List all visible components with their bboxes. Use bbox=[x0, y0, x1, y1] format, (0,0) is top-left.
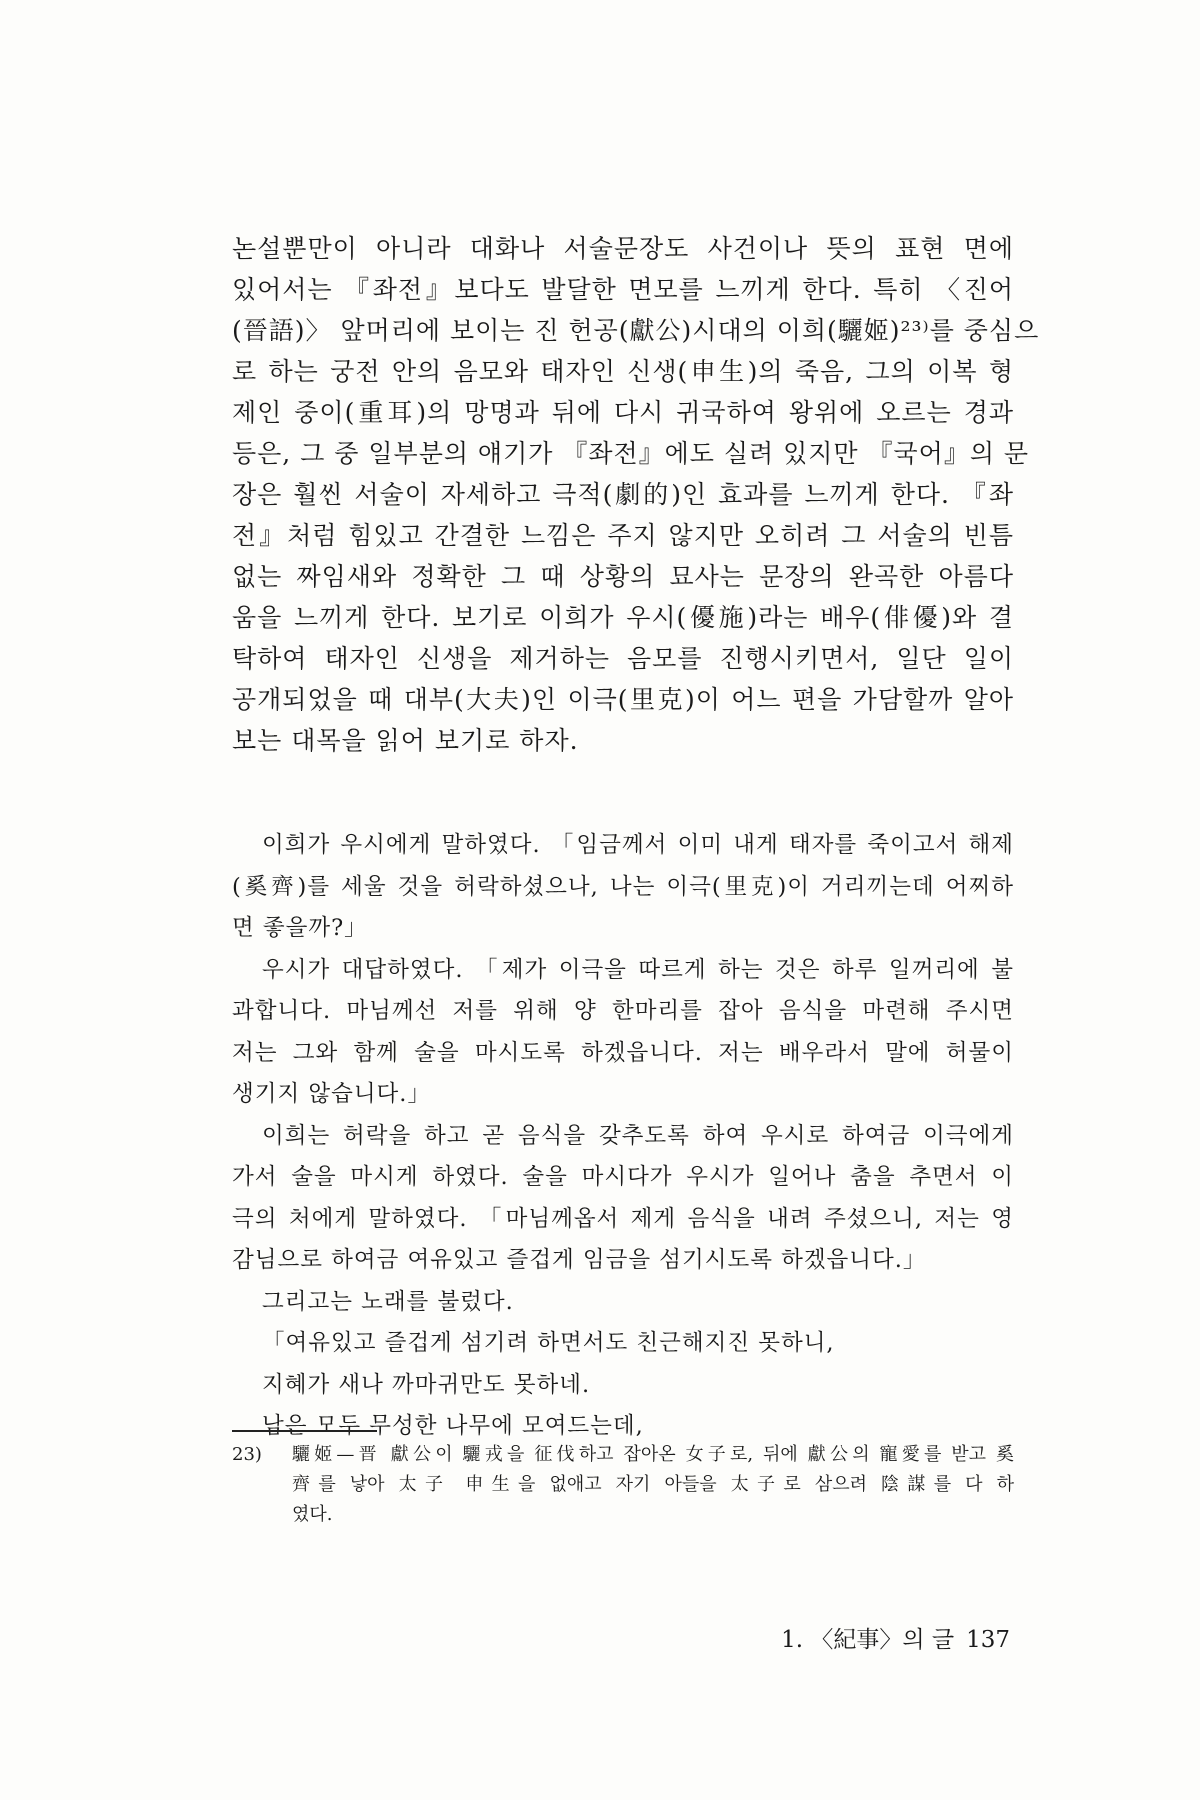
footnote-number: 23) bbox=[232, 1444, 262, 1465]
footnote-line: 였다. bbox=[292, 1504, 333, 1525]
quote-line: 남은 모두 무성한 나무에 모여드는데, bbox=[262, 1413, 644, 1439]
text-line: 장은 훨씬 서술이 자세하고 극적(劇的)인 효과를 느끼게 한다. 『좌 bbox=[232, 480, 1014, 509]
quote-line: 과합니다. 마님께선 저를 위해 양 한마리를 잡아 음식을 마련해 주시면 bbox=[232, 998, 1014, 1024]
text-line: 움을 느끼게 한다. 보기로 이희가 우시(優施)라는 배우(俳優)와 결 bbox=[232, 603, 1014, 632]
quote-line: 가서 술을 마시게 하였다. 술을 마시다가 우시가 일어나 춤을 추면서 이 bbox=[232, 1164, 1014, 1190]
quote-line: (奚齊)를 세울 것을 허락하셨으나, 나는 이극(里克)이 거리끼는데 어찌하 bbox=[232, 873, 1014, 900]
footnote-line: 齊를 낳아 太子 申生을 없애고 자기 아들을 太子로 삼으려 陰謀를 다 하 bbox=[292, 1474, 1014, 1495]
text-line: 등은, 그 중 일부분의 얘기가 『좌전』에도 실려 있지만 『국어』의 문 bbox=[232, 439, 1030, 468]
quote-line: 우시가 대답하였다. 「제가 이극을 따르게 하는 것은 하루 일꺼리에 불 bbox=[262, 956, 1014, 983]
text-line: 없는 짜임새와 정확한 그 때 상황의 묘사는 문장의 완곡한 아름다 bbox=[232, 562, 1014, 591]
quote-line: 이희가 우시에게 말하였다. 「임금께서 이미 내게 태자를 죽이고서 해제 bbox=[262, 832, 1014, 858]
section-title: 1. 〈紀事〉의 글 bbox=[781, 1627, 955, 1653]
quote-line: 지혜가 새나 까마귀만도 못하네. bbox=[262, 1371, 591, 1398]
footnote-line: 驪姬—晋 獻公이 驪戎을 征伐하고 잡아온 女子로, 뒤에 獻公의 寵愛를 받고 奚 bbox=[292, 1444, 1014, 1465]
text-line: 있어서는 『좌전』보다도 발달한 면모를 느끼게 한다. 특히 〈진어 bbox=[232, 275, 1014, 304]
quote-line: 생기지 않습니다.」 bbox=[232, 1081, 431, 1107]
text-line: 논설뿐만이 아니라 대화나 서술문장도 사건이나 뜻의 표현 면에 bbox=[232, 234, 1014, 263]
text-line: 제인 중이(重耳)의 망명과 뒤에 다시 귀국하여 왕위에 오르는 경과 bbox=[232, 398, 1014, 427]
quote-line: 극의 처에게 말하였다. 「마님께옵서 제게 음식을 내려 주셨으니, 저는 영 bbox=[232, 1205, 1014, 1232]
text-line: 탁하여 태자인 신생을 제거하는 음모를 진행시키면서, 일단 일이 bbox=[232, 644, 1014, 673]
main-paragraph bbox=[232, 228, 1040, 761]
quote-line: 감님으로 하여금 여유있고 즐겁게 임금을 섬기시도록 하겠읍니다.」 bbox=[232, 1247, 927, 1273]
quoted-passage bbox=[232, 825, 1014, 1448]
quote-line: 이희는 허락을 하고 곧 음식을 갖추도록 하여 우시로 하여금 이극에게 bbox=[262, 1122, 1014, 1149]
text-line: (晉語)〉 앞머리에 보이는 진 헌공(獻公)시대의 이희(驪姬)²³⁾를 중심으 bbox=[232, 316, 1040, 345]
footnote-divider bbox=[232, 1430, 377, 1432]
quote-line: 저는 그와 함께 술을 마시도록 하겠읍니다. 저는 배우라서 말에 허물이 bbox=[232, 1039, 1014, 1066]
text-line: 전』처럼 힘있고 간결한 느낌은 주지 않지만 오히려 그 서술의 빈틈 bbox=[232, 521, 1014, 550]
running-footer bbox=[769, 1625, 1010, 1655]
quote-line: 그리고는 노래를 불렀다. bbox=[262, 1288, 514, 1315]
quote-line: 면 좋을까?」 bbox=[232, 915, 368, 941]
page-number: 137 bbox=[966, 1627, 1010, 1653]
quote-line: 「여유있고 즐겁게 섬기려 하면서도 친근해지진 못하니, bbox=[262, 1330, 835, 1356]
text-line: 보는 대목을 읽어 보기로 하자. bbox=[232, 726, 579, 755]
text-line: 로 하는 궁전 안의 음모와 태자인 신생(申生)의 죽음, 그의 이복 형 bbox=[232, 357, 1014, 386]
text-line: 공개되었을 때 대부(大夫)인 이극(里克)이 어느 편을 가담할까 알아 bbox=[232, 685, 1014, 714]
footnote bbox=[232, 1440, 1014, 1530]
